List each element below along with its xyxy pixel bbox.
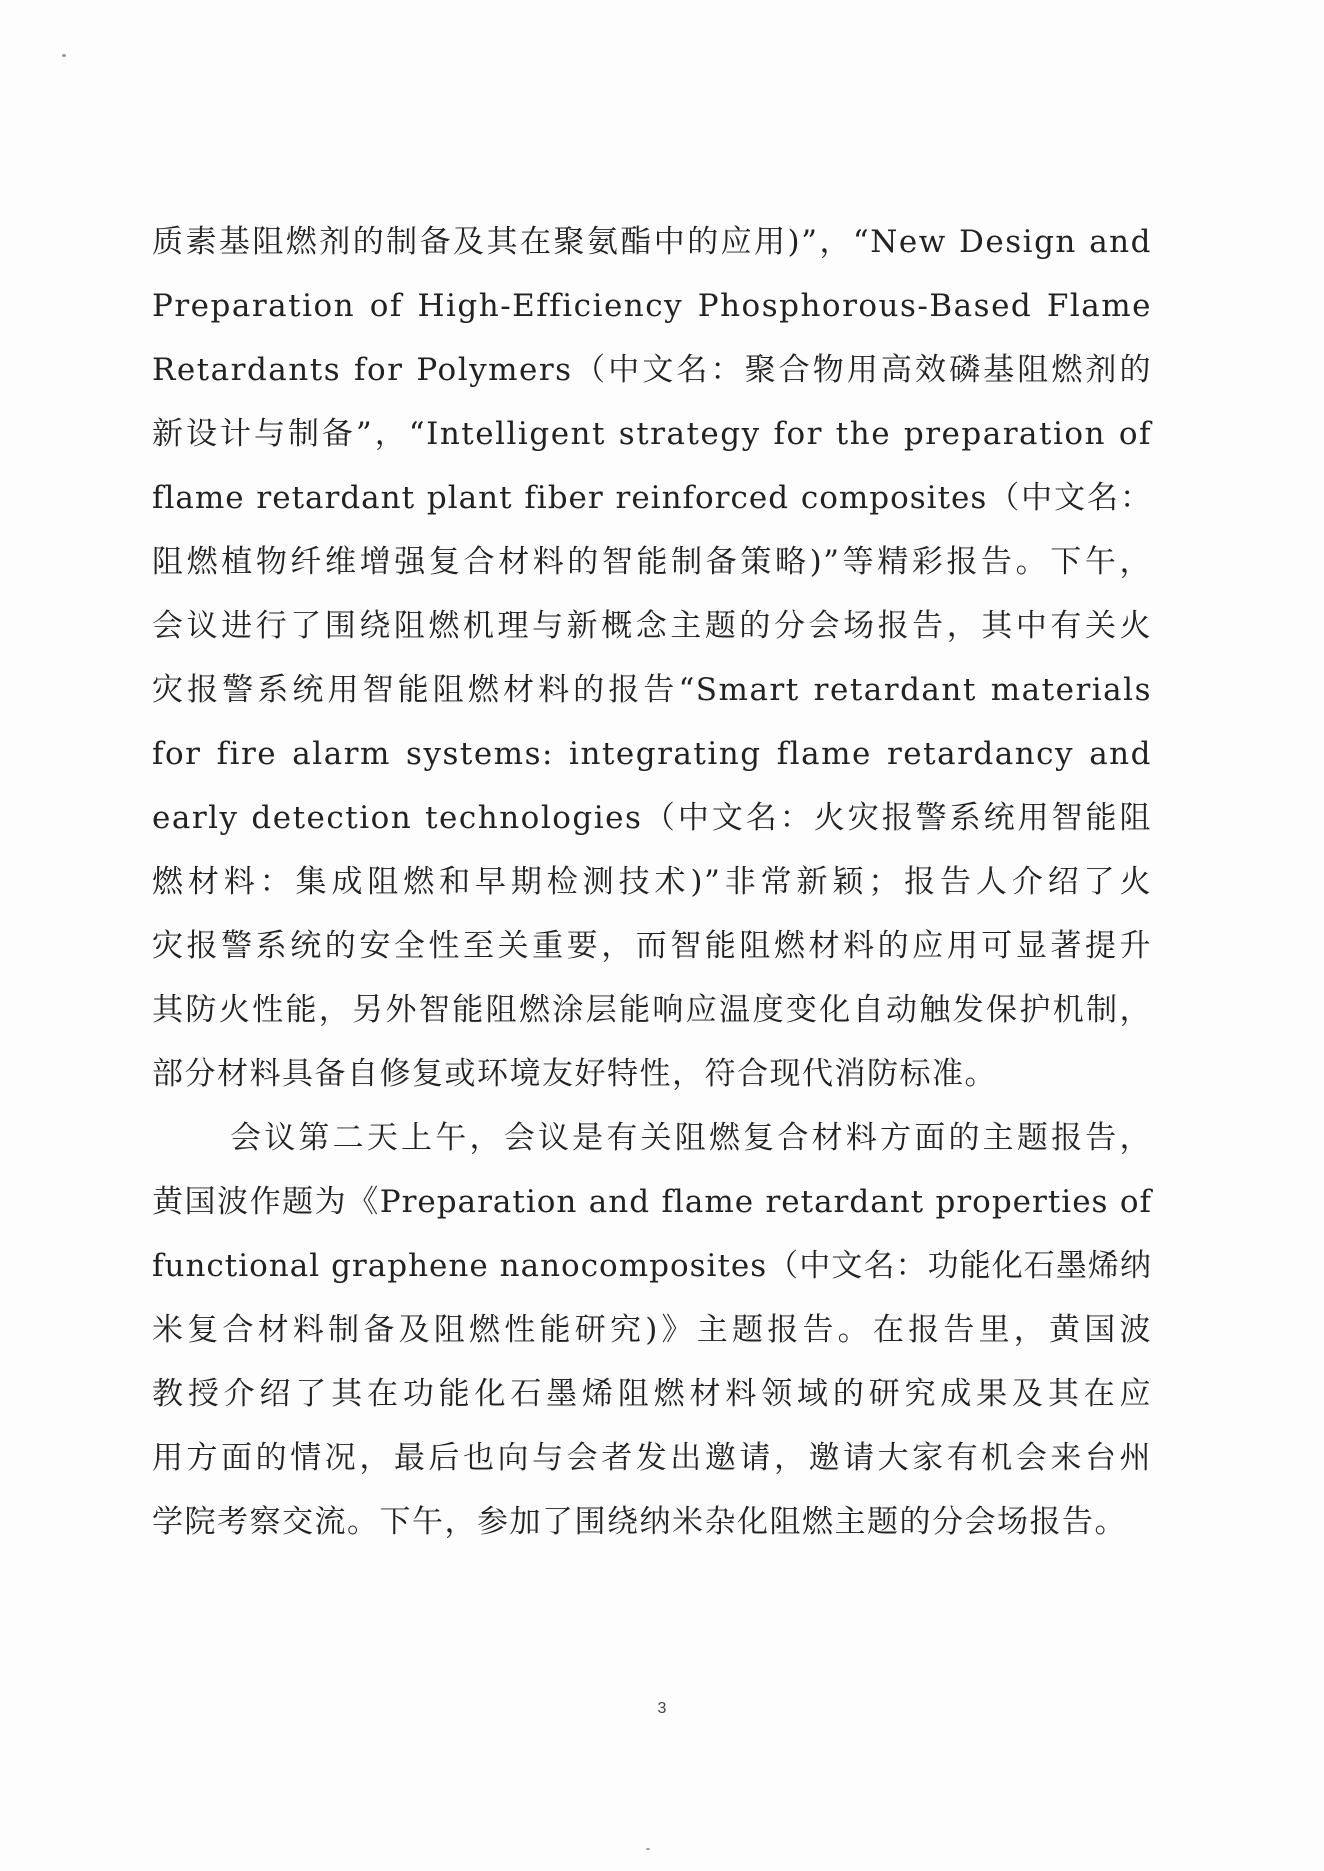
text-line: early detection technologies（中文名：火灾报警系统用智能阻 (152, 800, 1152, 836)
text-line: Preparation of High-Efficiency Phosphorous-Based Flame (152, 288, 1152, 324)
text-line: 教授介绍了其在功能化石墨烯阻燃材料领域的研究成果及其在应 (152, 1376, 1152, 1412)
text-line: 燃材料：集成阻燃和早期检测技术)”非常新颖；报告人介绍了火 (152, 864, 1152, 900)
text-line: 会议进行了围绕阻燃机理与新概念主题的分会场报告，其中有关火 (152, 608, 1152, 644)
text-line: 其防火性能，另外智能阻燃涂层能响应温度变化自动触发保护机制， (152, 992, 1152, 1028)
text-line: 黄国波作题为《Preparation and flame retardant properties of (152, 1184, 1152, 1220)
text-line: 部分材料具备自修复或环境友好特性，符合现代消防标准。 (152, 1056, 997, 1092)
text-line: 会议第二天上午，会议是有关阻燃复合材料方面的主题报告， (230, 1120, 1152, 1156)
text-line: 灾报警系统用智能阻燃材料的报告“Smart retardant materials (152, 672, 1152, 708)
scan-speck (646, 1848, 650, 1850)
text-line: 米复合材料制备及阻燃性能研究)》主题报告。在报告里，黄国波 (152, 1312, 1152, 1348)
text-line: flame retardant plant fiber reinforced composites（中文名： (152, 480, 1152, 516)
body-text (152, 210, 1152, 1554)
text-line: 用方面的情况，最后也向与会者发出邀请，邀请大家有机会来台州 (152, 1440, 1152, 1476)
text-line: for fire alarm systems: integrating flame retardancy and (152, 736, 1152, 772)
text-line: functional graphene nanocomposites（中文名：功能化石墨烯纳 (152, 1248, 1152, 1284)
text-line: 质素基阻燃剂的制备及其在聚氨酯中的应用)”，“New Design and (152, 224, 1152, 260)
text-line: 阻燃植物纤维增强复合材料的智能制备策略)”等精彩报告。下午， (152, 544, 1152, 580)
paragraph (152, 1106, 1152, 1554)
text-line: 学院考察交流。下午，参加了围绕纳米杂化阻燃主题的分会场报告。 (152, 1504, 1127, 1540)
text-line: 灾报警系统的安全性至关重要，而智能阻燃材料的应用可显著提升 (152, 928, 1152, 964)
text-line: 新设计与制备”，“Intelligent strategy for the preparation of (152, 416, 1152, 452)
text-line: Retardants for Polymers（中文名：聚合物用高效磷基阻燃剂的 (152, 352, 1152, 388)
page-number: 3 (657, 1700, 667, 1717)
paragraph (152, 210, 1152, 1106)
scan-speck (62, 54, 66, 57)
